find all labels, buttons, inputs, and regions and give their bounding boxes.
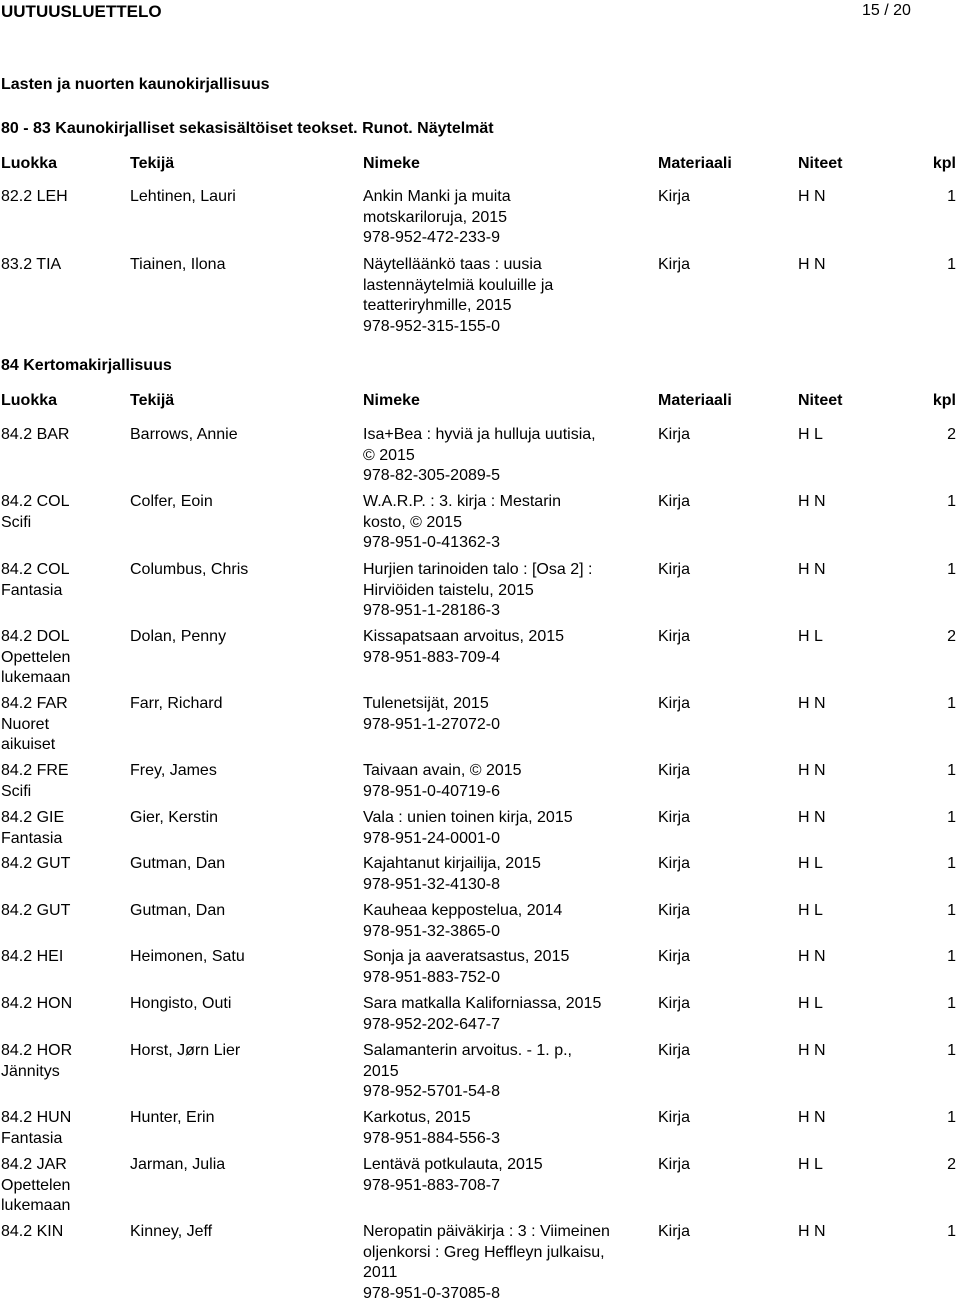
cell-notes: H L (798, 627, 823, 648)
title-line: Sara matkalla Kaliforniassa, 2015 (363, 994, 601, 1015)
code-line: 84.2 KIN (1, 1222, 63, 1243)
cell-title (363, 761, 522, 802)
table-row (0, 1222, 960, 1223)
cell-material: Kirja (658, 627, 690, 648)
cell-code (1, 947, 63, 968)
cell-notes: H N (798, 560, 826, 581)
cell-code (1, 854, 70, 875)
code-line: 84.2 GUT (1, 854, 70, 875)
cell-title (363, 947, 569, 988)
cell-author: Tiainen, Ilona (130, 255, 225, 276)
cell-author: Gutman, Dan (130, 901, 225, 922)
title-line: Kajahtanut kirjailija, 2015 (363, 854, 541, 875)
cell-material: Kirja (658, 994, 690, 1015)
cell-material: Kirja (658, 854, 690, 875)
column-header-material: Materiaali (658, 155, 732, 173)
cell-code (1, 1222, 63, 1243)
title-line: 2015 (363, 1062, 572, 1083)
table-row (0, 492, 960, 493)
code-line: 84.2 HON (1, 994, 72, 1015)
cell-author: Columbus, Chris (130, 560, 248, 581)
cell-material: Kirja (658, 187, 690, 208)
table-row (0, 761, 960, 762)
code-line: 84.2 COL (1, 492, 69, 513)
cell-count: 1 (947, 187, 956, 208)
table-row (0, 694, 960, 695)
code-line: lukemaan (1, 1196, 70, 1217)
cell-count: 1 (947, 492, 956, 513)
title-line: 978-951-884-556-3 (363, 1129, 500, 1150)
cell-title (363, 627, 564, 668)
code-line: Fantasia (1, 1129, 71, 1150)
cell-notes: H L (798, 901, 823, 922)
cell-notes: H L (798, 994, 823, 1015)
title-line: 978-951-883-709-4 (363, 648, 564, 669)
cell-title (363, 994, 601, 1035)
cell-material: Kirja (658, 1108, 690, 1129)
code-line: aikuiset (1, 735, 68, 756)
column-header-title: Nimeke (363, 392, 420, 410)
cell-code (1, 492, 69, 533)
cell-material: Kirja (658, 947, 690, 968)
title-line: 978-951-883-752-0 (363, 968, 569, 989)
group-heading: 80 - 83 Kaunokirjalliset sekasisältöiset teokset. Runot. Näytelmät (1, 120, 494, 138)
code-line: Fantasia (1, 829, 64, 850)
cell-title (363, 492, 561, 554)
cell-notes: H N (798, 492, 826, 513)
cell-title (363, 425, 596, 487)
title-line: 978-82-305-2089-5 (363, 466, 596, 487)
code-line: 84.2 GUT (1, 901, 70, 922)
title-line: Vala : unien toinen kirja, 2015 (363, 808, 573, 829)
cell-notes: H N (798, 1222, 826, 1243)
cell-material: Kirja (658, 1222, 690, 1243)
cell-author: Kinney, Jeff (130, 1222, 212, 1243)
cell-author: Gutman, Dan (130, 854, 225, 875)
cell-notes: H N (798, 187, 826, 208)
title-line: Karkotus, 2015 (363, 1108, 500, 1129)
cell-material: Kirja (658, 560, 690, 581)
cell-notes: H L (798, 425, 823, 446)
code-line: Opettelen (1, 648, 70, 669)
cell-code (1, 187, 68, 208)
cell-title (363, 808, 573, 849)
table-row (0, 808, 960, 809)
cell-title (363, 854, 541, 895)
cell-count: 2 (947, 627, 956, 648)
cell-notes: H N (798, 1108, 826, 1129)
title-line: Sonja ja aaveratsastus, 2015 (363, 947, 569, 968)
code-line: lukemaan (1, 668, 70, 689)
title-line: 978-951-883-708-7 (363, 1176, 543, 1197)
title-line: Isa+Bea : hyviä ja hulluja uutisia, (363, 425, 596, 446)
cell-title (363, 1222, 610, 1304)
cell-count: 1 (947, 808, 956, 829)
title-line: 2011 (363, 1263, 610, 1284)
cell-author: Lehtinen, Lauri (130, 187, 236, 208)
table-row (0, 854, 960, 855)
title-line: lastennäytelmiä kouluille ja (363, 276, 553, 297)
page-separator: / (884, 2, 888, 19)
title-line: 978-951-0-40719-6 (363, 782, 522, 803)
column-header-count: kpl (933, 392, 956, 410)
title-line: 978-951-1-28186-3 (363, 601, 592, 622)
cell-material: Kirja (658, 808, 690, 829)
title-line: Neropatin päiväkirja : 3 : Viimeinen (363, 1222, 610, 1243)
cell-author: Gier, Kerstin (130, 808, 218, 829)
cell-notes: H N (798, 255, 826, 276)
document-title: UUTUUSLUETTELO (1, 2, 162, 22)
column-header-title: Nimeke (363, 155, 420, 173)
cell-notes: H N (798, 947, 826, 968)
code-line: 83.2 TIA (1, 255, 61, 276)
cell-code (1, 255, 61, 276)
code-line: Fantasia (1, 581, 69, 602)
table-row (0, 425, 960, 426)
cell-code (1, 994, 72, 1015)
title-line: oljenkorsi : Greg Heffleyn julkaisu, (363, 1243, 610, 1264)
cell-count: 1 (947, 761, 956, 782)
title-line: 978-951-32-4130-8 (363, 875, 541, 896)
table-row (0, 627, 960, 628)
title-line: 978-952-202-647-7 (363, 1015, 601, 1036)
column-header-code: Luokka (1, 155, 57, 173)
cell-material: Kirja (658, 492, 690, 513)
table-row (0, 187, 960, 188)
title-line: 978-952-472-233-9 (363, 228, 511, 249)
column-header-count: kpl (933, 155, 956, 173)
page-indicator (862, 2, 911, 20)
cell-code (1, 1155, 70, 1217)
title-line: Hirviöiden taistelu, 2015 (363, 581, 592, 602)
cell-title (363, 1041, 572, 1103)
cell-count: 1 (947, 947, 956, 968)
table-row (0, 255, 960, 256)
page-total: 20 (893, 2, 911, 19)
section-title: Lasten ja nuorten kaunokirjallisuus (1, 76, 270, 94)
cell-notes: H N (798, 761, 826, 782)
title-line: 978-951-0-41362-3 (363, 533, 561, 554)
cell-code (1, 901, 70, 922)
cell-code (1, 425, 69, 446)
table-row (0, 994, 960, 995)
title-line: Ankin Manki ja muita (363, 187, 511, 208)
column-header-author: Tekijä (130, 155, 174, 173)
code-line: Opettelen (1, 1176, 70, 1197)
title-line: W.A.R.P. : 3. kirja : Mestarin (363, 492, 561, 513)
code-line: Scifi (1, 513, 69, 534)
title-line: Taivaan avain, © 2015 (363, 761, 522, 782)
cell-code (1, 1108, 71, 1149)
cell-notes: H L (798, 854, 823, 875)
title-line: Hurjien tarinoiden talo : [Osa 2] : (363, 560, 592, 581)
column-header-material: Materiaali (658, 392, 732, 410)
cell-material: Kirja (658, 425, 690, 446)
cell-code (1, 560, 69, 601)
cell-author: Horst, Jørn Lier (130, 1041, 240, 1062)
cell-notes: H N (798, 808, 826, 829)
table-row (0, 901, 960, 902)
code-line: 84.2 JAR (1, 1155, 70, 1176)
title-line: teatteriryhmille, 2015 (363, 296, 553, 317)
cell-count: 1 (947, 1222, 956, 1243)
group-heading: 84 Kertomakirjallisuus (1, 357, 172, 375)
cell-material: Kirja (658, 1041, 690, 1062)
cell-material: Kirja (658, 761, 690, 782)
code-line: 84.2 GIE (1, 808, 64, 829)
cell-author: Dolan, Penny (130, 627, 226, 648)
cell-count: 2 (947, 1155, 956, 1176)
code-line: Scifi (1, 782, 69, 803)
title-line: Lentävä potkulauta, 2015 (363, 1155, 543, 1176)
code-line: 84.2 DOL (1, 627, 70, 648)
cell-author: Jarman, Julia (130, 1155, 225, 1176)
code-line: 84.2 COL (1, 560, 69, 581)
column-header-notes: Niteet (798, 155, 842, 173)
cell-title (363, 1155, 543, 1196)
cell-code (1, 627, 70, 689)
cell-material: Kirja (658, 1155, 690, 1176)
cell-notes: H N (798, 1041, 826, 1062)
cell-title (363, 1108, 500, 1149)
cell-count: 1 (947, 1041, 956, 1062)
cell-count: 1 (947, 694, 956, 715)
title-line: motskariloruja, 2015 (363, 208, 511, 229)
title-line: 978-951-24-0001-0 (363, 829, 573, 850)
cell-notes: H L (798, 1155, 823, 1176)
code-line: 84.2 FAR (1, 694, 68, 715)
cell-count: 1 (947, 994, 956, 1015)
code-line: 84.2 HEI (1, 947, 63, 968)
cell-author: Barrows, Annie (130, 425, 238, 446)
title-line: © 2015 (363, 446, 596, 467)
column-header-author: Tekijä (130, 392, 174, 410)
code-line: 82.2 LEH (1, 187, 68, 208)
cell-count: 1 (947, 255, 956, 276)
cell-count: 1 (947, 1108, 956, 1129)
cell-count: 1 (947, 560, 956, 581)
title-line: Kissapatsaan arvoitus, 2015 (363, 627, 564, 648)
title-line: Kauheaa keppostelua, 2014 (363, 901, 562, 922)
cell-title (363, 255, 553, 337)
title-line: 978-951-32-3865-0 (363, 922, 562, 943)
cell-author: Heimonen, Satu (130, 947, 245, 968)
cell-count: 1 (947, 854, 956, 875)
code-line: 84.2 FRE (1, 761, 69, 782)
cell-author: Hongisto, Outi (130, 994, 231, 1015)
cell-count: 1 (947, 901, 956, 922)
cell-count: 2 (947, 425, 956, 446)
title-line: kosto, © 2015 (363, 513, 561, 534)
column-header-code: Luokka (1, 392, 57, 410)
cell-code (1, 1041, 72, 1082)
cell-material: Kirja (658, 255, 690, 276)
page-current: 15 (862, 2, 880, 19)
cell-title (363, 694, 500, 735)
column-header-notes: Niteet (798, 392, 842, 410)
cell-code (1, 761, 69, 802)
cell-title (363, 901, 562, 942)
title-line: Tulenetsijät, 2015 (363, 694, 500, 715)
title-line: 978-951-0-37085-8 (363, 1284, 610, 1304)
title-line: 978-952-5701-54-8 (363, 1082, 572, 1103)
title-line: 978-951-1-27072-0 (363, 715, 500, 736)
cell-author: Hunter, Erin (130, 1108, 214, 1129)
title-line: 978-952-315-155-0 (363, 317, 553, 338)
cell-author: Farr, Richard (130, 694, 222, 715)
code-line: Nuoret (1, 715, 68, 736)
cell-notes: H N (798, 694, 826, 715)
cell-title (363, 560, 592, 622)
table-row (0, 1108, 960, 1109)
title-line: Näytelläänkö taas : uusia (363, 255, 553, 276)
table-row (0, 947, 960, 948)
cell-code (1, 694, 68, 756)
table-row (0, 560, 960, 561)
cell-material: Kirja (658, 694, 690, 715)
table-row (0, 1041, 960, 1042)
cell-code (1, 808, 64, 849)
cell-material: Kirja (658, 901, 690, 922)
table-row (0, 1155, 960, 1156)
code-line: 84.2 HUN (1, 1108, 71, 1129)
code-line: 84.2 HOR (1, 1041, 72, 1062)
title-line: Salamanterin arvoitus. - 1. p., (363, 1041, 572, 1062)
cell-author: Colfer, Eoin (130, 492, 213, 513)
cell-author: Frey, James (130, 761, 217, 782)
code-line: 84.2 BAR (1, 425, 69, 446)
code-line: Jännitys (1, 1062, 72, 1083)
cell-title (363, 187, 511, 249)
